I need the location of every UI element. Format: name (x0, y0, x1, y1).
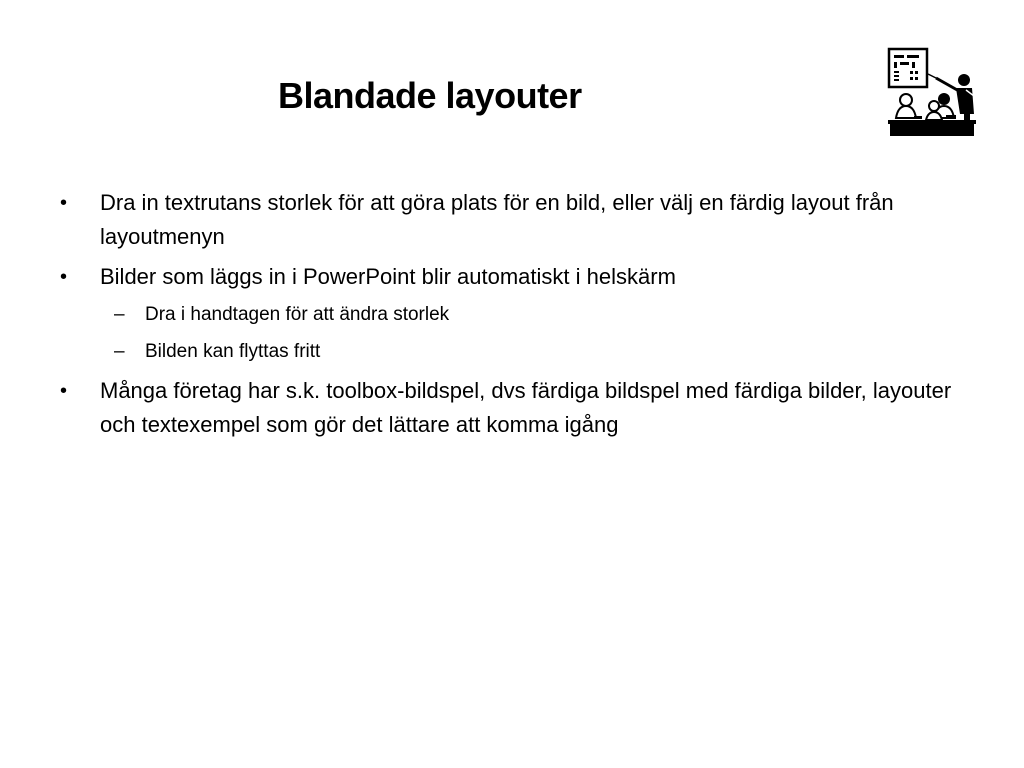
bullet-marker: • (60, 192, 68, 214)
slide-title[interactable]: Blandade layouter (278, 75, 582, 116)
list-item (60, 260, 960, 294)
sub-list-item-text: Bilden kan flyttas fritt (145, 341, 321, 362)
presentation-meeting-icon (884, 44, 980, 138)
dash-marker: – (114, 304, 125, 325)
bullet-marker: • (60, 380, 68, 402)
list-item (60, 374, 960, 442)
list-item-text: Bilder som läggs in i PowerPoint blir automatiskt i helskärm (100, 264, 676, 289)
bullet-marker: • (60, 266, 68, 288)
list-item-text: Många företag har s.k. toolbox-bildspel, dvs färdiga bildspel med färdiga bilder, layouter och textexempel som gör det lättare att komma igång (100, 378, 952, 437)
sub-list-item (60, 300, 960, 330)
dash-marker: – (114, 341, 125, 362)
sub-list-item-text: Dra i handtagen för att ändra storlek (145, 304, 450, 325)
bullet-list[interactable] (60, 186, 960, 448)
list-item (60, 186, 960, 254)
sub-list-item (60, 337, 960, 367)
list-item-text: Dra in textrutans storlek för att göra plats för en bild, eller välj en färdig layout från layoutmenyn (100, 190, 894, 249)
